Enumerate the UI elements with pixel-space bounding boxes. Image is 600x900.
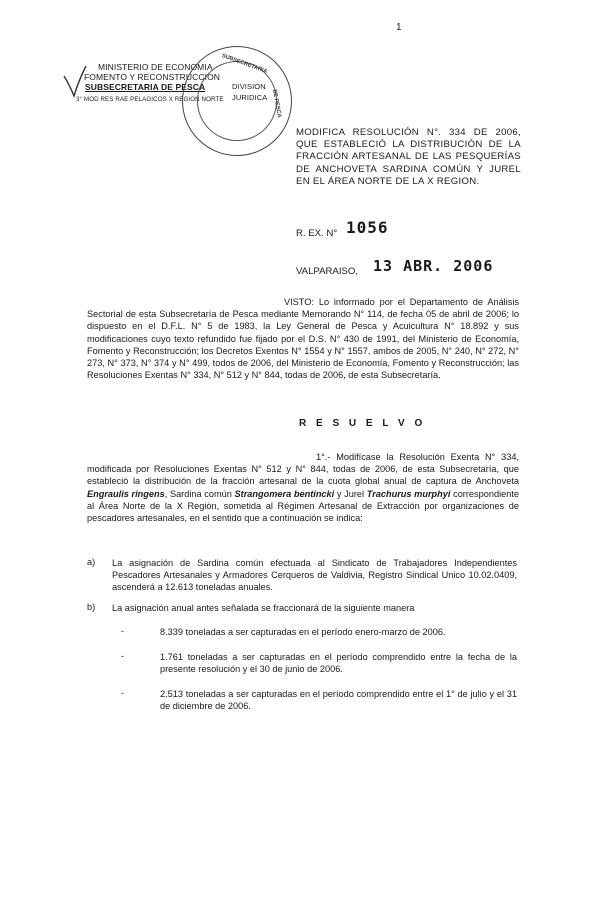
bullet-dash: - <box>121 626 125 636</box>
header-subsecretaria: SUBSECRETARIA DE PESCA <box>85 82 206 92</box>
bullet-1: 8.339 toneladas a ser capturadas en el período enero-marzo de 2006. <box>160 627 446 637</box>
species-sardina: Strangomera bentincki <box>234 488 335 499</box>
item-b-text: La asignación anual antes señalada se fraccionará de la siguiente manera <box>112 603 415 613</box>
place: VALPARAISO, <box>296 266 359 277</box>
point-1-paragraph: 1°.- Modifícase la Resolución Exenta N° 334, modificada por Resoluciones Exentas N° 512 y N° 844, todas de 2006, de esta Subsecretaría, que estableció la distribución de la fracción artesanal de la cuota global anual de captura de Anchoveta Engraulis ringens, Sardina común Strangomera bentincki y Jurel Trachurus murphyi correspondiente al Área Norte de la X Región, sometida al Régimen Artesanal de Extracción por organizaciones de pescadores artesanales, en el sentido que a continuación se indica: <box>87 452 519 524</box>
page-number: 1 <box>396 22 402 33</box>
header-division: DIVISION <box>232 82 266 91</box>
resolution-label: R. EX. N° <box>296 228 338 239</box>
official-stamp: SUBSECRETARIA DE PESCA <box>182 46 292 156</box>
item-b-label: b) <box>87 602 96 612</box>
checkmark-icon <box>60 62 90 102</box>
bullet-3: 2.513 toneladas a ser capturadas en el período comprendido entre el 1° de julio y el 31 de diciembre de 2006. <box>160 689 517 712</box>
header-ministry: MINISTERIO DE ECONOMIA <box>98 62 213 72</box>
header-reference: 3° MOD RES RAE PELAGICOS X REGION NORTE <box>76 96 224 103</box>
date-stamp: 13 ABR. 2006 <box>373 257 494 275</box>
item-a-text: La asignación de Sardina común efectuada al Sindicato de Trabajadores Independientes Pescadores Artesanales y Armadores Cerqueros de Valdivia, Registro Sindical Unico 10.02.0409, ascenderá a 12.613 toneladas anuales. <box>112 558 517 593</box>
species-anchoveta: Engraulis ringens <box>87 488 165 499</box>
header-fomento: FOMENTO Y RECONSTRUCCION <box>84 72 221 82</box>
item-a-label: a) <box>87 557 96 567</box>
header-juridica: JURIDICA <box>232 93 268 102</box>
resolution-number: 1056 <box>346 218 389 237</box>
visto-text: Lo informado por el Departamento de Análisis Sectorial de esta Subsecretaría de Pesca mediante Memorando N° 114, de fecha 05 de abril de 2006; lo dispuesto en el D.F.L. N° 5 de 1983, la Ley General de Pesca y Acuicultura N° 18.892 y sus modificaciones cuyo texto refundido fue fijado por el D.S. N° 430 de 1991, del Ministerio de Economía, Fomento y Reconstrucción; los Decretos Exentos N° 1554 y N° 1557, ambos de 2005, N° 240, N° 272, N° 273, N° 373, N° 374 y N° 499, todos de 2006, del Ministerio de Economía, Fomento y Reconstrucción; las Resoluciones Exentas N° 334, N° 512 y N° 844, todas de 2006, de esta Subsecretaría. <box>87 297 519 381</box>
visto-paragraph <box>87 296 519 381</box>
species-jurel: Trachurus murphyi <box>366 488 451 499</box>
resolution-subject: MODIFICA RESOLUCIÓN N°. 334 DE 2006, QUE ESTABLECIÓ LA DISTRIBUCIÓN DE LA FRACCIÓN ARTESANAL DE LAS PESQUERÍAS DE ANCHOVETA SARDINA COMÚN Y JUREL EN EL ÁREA NORTE DE LA X REGION. <box>296 127 521 187</box>
bullet-2: 1.761 toneladas a ser capturadas en el período comprendido entre la fecha de la presente resolución y el 30 de junio de 2006. <box>160 652 517 675</box>
bullet-dash: - <box>121 651 125 661</box>
bullet-dash: - <box>121 688 125 698</box>
visto-label: VISTO: <box>284 297 314 307</box>
resuelvo-heading: R E S U E L V O <box>299 418 426 429</box>
